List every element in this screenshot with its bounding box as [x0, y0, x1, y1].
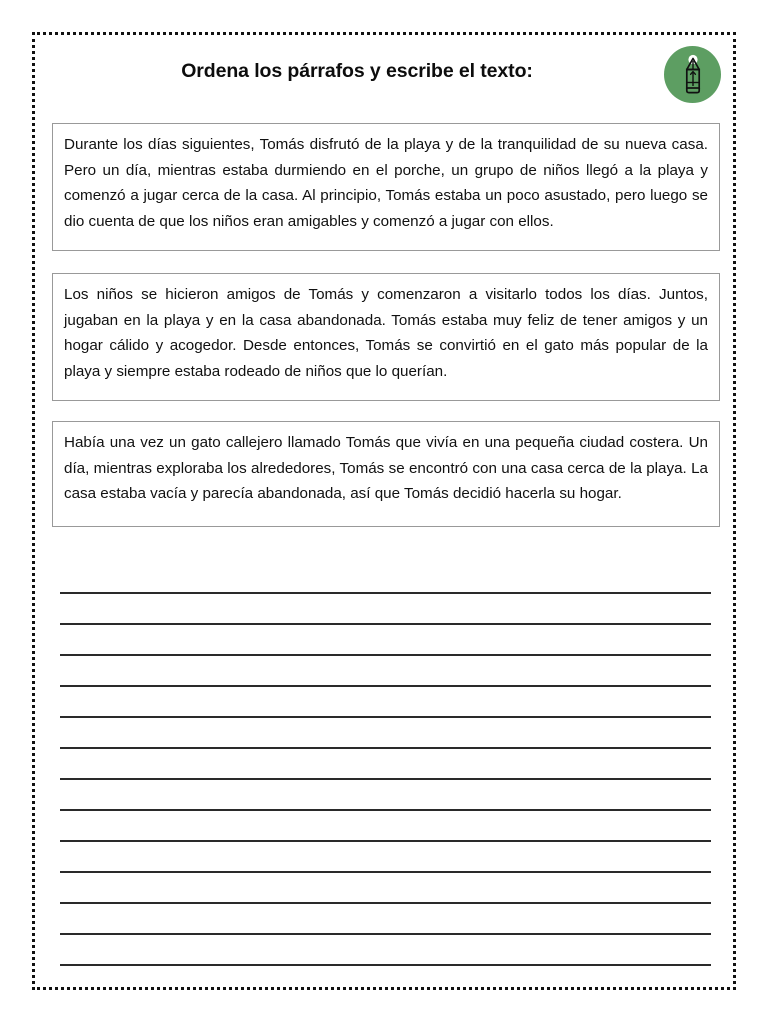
paragraph-text: Había una vez un gato callejero llamado Tomás que vivía en una pequeña ciudad costera. Un día, mientras exploraba los alrededores, Tomás se encontró con una casa cerca de la playa. La casa estaba vacía y parecía abandonada, así que Tomás decidió hacerla su hogar. [64, 434, 708, 503]
write-line[interactable] [60, 716, 711, 718]
write-line[interactable] [60, 747, 711, 749]
paragraph-box-2[interactable] [52, 273, 720, 401]
write-line[interactable] [60, 685, 711, 687]
paragraph-text: Durante los días siguientes, Tomás disfrutó de la playa y de la tranquilidad de su nueva casa. Pero un día, mientras estaba durmiendo en el porche, un grupo de niños llegó a la playa y comenzó a jugar cerca de la casa. Al principio, Tomás estaba un poco asustado, pero luego se dio cuenta de que los niños eran amigables y comenzó a jugar con ellos. [64, 136, 708, 230]
write-line[interactable] [60, 840, 711, 842]
write-line[interactable] [60, 902, 711, 904]
paragraph-box-1[interactable] [52, 123, 720, 251]
page-title: Ordena los párrafos y escribe el texto: [181, 60, 533, 82]
paragraph-text: Los niños se hicieron amigos de Tomás y comenzaron a visitarlo todos los días. Juntos, jugaban en la playa y en la casa abandonada. Tomás estaba muy feliz de tener amigos y un hogar cálido y acogedor. Desde entonces, Tomás se convirtió en el gato más popular de la playa y siempre estaba rodeado de niños que lo querían. [64, 286, 708, 380]
answer-lines-area[interactable] [60, 592, 711, 964]
write-line[interactable] [60, 778, 711, 780]
write-line[interactable] [60, 809, 711, 811]
paragraph-box-3[interactable] [52, 421, 720, 527]
pencil-badge [664, 46, 721, 103]
write-line[interactable] [60, 592, 711, 594]
write-line[interactable] [60, 933, 711, 935]
worksheet-header [52, 50, 720, 108]
write-line[interactable] [60, 871, 711, 873]
write-line[interactable] [60, 964, 711, 966]
write-line[interactable] [60, 623, 711, 625]
write-line[interactable] [60, 654, 711, 656]
pencil-icon [678, 54, 708, 96]
